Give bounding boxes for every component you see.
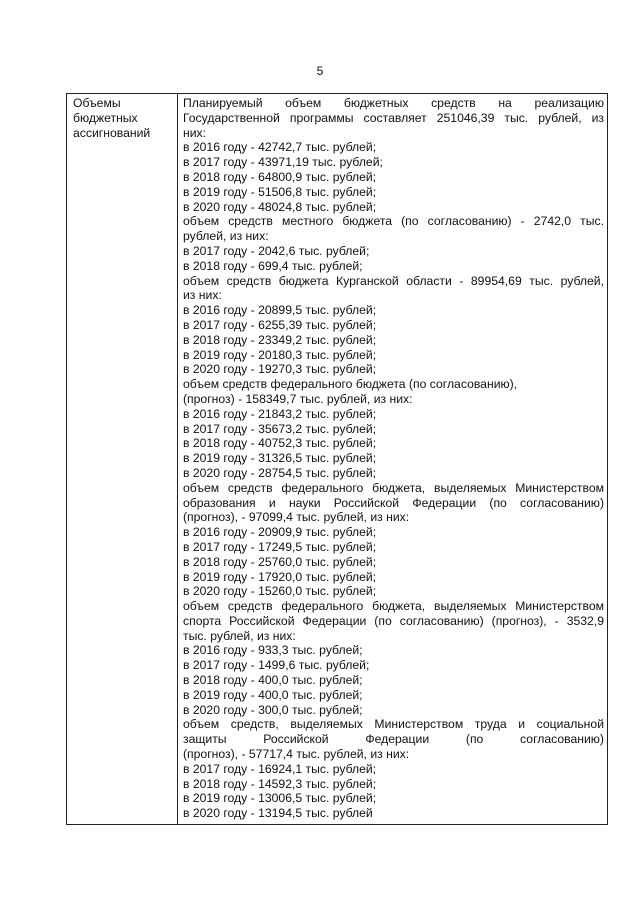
budget-text-line: в 2019 году - 17920,0 тыс. рублей; bbox=[183, 569, 377, 584]
budget-text-line: в 2017 году - 16924,1 тыс. рублей; bbox=[183, 761, 377, 776]
budget-text-line: объем средств, выделяемых Министерством труда и социальной bbox=[183, 717, 604, 732]
row-label-cell bbox=[67, 94, 178, 824]
budget-text-line: в 2020 году - 300,0 тыс. рублей; bbox=[183, 702, 363, 717]
budget-text-line: в 2018 году - 14592,3 тыс. рублей; bbox=[183, 776, 377, 791]
budget-text-line: в 2016 году - 933,3 тыс. рублей; bbox=[183, 643, 363, 658]
budget-text-line: Планируемый объем бюджетных средств на реализацию bbox=[183, 96, 604, 110]
budget-text-line: в 2020 году - 19270,3 тыс. рублей; bbox=[183, 362, 377, 377]
row-label-line: ассигнований bbox=[73, 126, 151, 140]
budget-text-line: объем средств местного бюджета (по согласованию) - 2742,0 тыс. bbox=[183, 214, 604, 229]
row-label-line: бюджетных bbox=[73, 111, 138, 125]
budget-text-line: в 2018 году - 699,4 тыс. рублей; bbox=[183, 258, 363, 273]
budget-text-line: в 2019 году - 51506,8 тыс. рублей; bbox=[183, 184, 377, 199]
budget-text-line: объем средств федерального бюджета (по согласованию), bbox=[183, 377, 518, 392]
budget-text-line: в 2017 году - 35673,2 тыс. рублей; bbox=[183, 421, 377, 436]
budget-text-line: в 2018 году - 64800,9 тыс. рублей; bbox=[183, 169, 377, 184]
budget-text-line: в 2016 году - 20909,9 тыс. рублей; bbox=[183, 525, 377, 540]
budget-text-line: в 2018 году - 40752,3 тыс. рублей; bbox=[183, 436, 377, 451]
budget-text-line: в 2016 году - 42742,7 тыс. рублей; bbox=[183, 140, 377, 155]
budget-text-line: Государственной программы составляет 251046,39 тыс. рублей, из bbox=[183, 110, 604, 125]
budget-text-line: в 2017 году - 2042,6 тыс. рублей; bbox=[183, 243, 370, 258]
budget-text-line: в 2017 году - 6255,39 тыс. рублей; bbox=[183, 317, 377, 332]
budget-text-line: в 2020 году - 15260,0 тыс. рублей; bbox=[183, 584, 377, 599]
budget-text-line: объем средств федерального бюджета, выделяемых Министерством bbox=[183, 480, 604, 495]
budget-text-line: в 2017 году - 1499,6 тыс. рублей; bbox=[183, 658, 370, 673]
budget-text-line: рублей, из них: bbox=[183, 229, 269, 244]
budget-text-line: (прогноз) - 158349,7 тыс. рублей, из них: bbox=[183, 391, 413, 406]
budget-text-line: тыс. рублей, из них: bbox=[183, 628, 296, 643]
budget-text-line: объем средств федерального бюджета, выделяемых Министерством bbox=[183, 599, 604, 614]
budget-text-line: в 2017 году - 17249,5 тыс. рублей; bbox=[183, 539, 377, 554]
budget-text-line: в 2017 году - 43971,19 тыс. рублей; bbox=[183, 155, 383, 170]
budget-text-line: (прогноз), - 97099,4 тыс. рублей, из них: bbox=[183, 510, 410, 525]
budget-text-line: в 2016 году - 21843,2 тыс. рублей; bbox=[183, 406, 377, 421]
budget-text-line: объем средств бюджета Курганской области - 89954,69 тыс. рублей, bbox=[183, 273, 604, 288]
budget-text-line: в 2020 году - 28754,5 тыс. рублей; bbox=[183, 465, 377, 480]
budget-text-line: в 2019 году - 400,0 тыс. рублей; bbox=[183, 687, 363, 702]
budget-text-line: в 2018 году - 400,0 тыс. рублей; bbox=[183, 673, 363, 688]
budget-text-line: в 2020 году - 48024,8 тыс. рублей; bbox=[183, 199, 377, 214]
row-label-line: Объемы bbox=[73, 96, 121, 110]
budget-text-line: в 2019 году - 13006,5 тыс. рублей; bbox=[183, 791, 377, 806]
budget-text-line: в 2018 году - 23349,2 тыс. рублей; bbox=[183, 332, 377, 347]
budget-text-line: спорта Российской Федерации (по согласованию) (прогноз), - 3532,9 bbox=[183, 613, 604, 628]
page-number: 5 bbox=[316, 64, 324, 78]
budget-text-line: них: bbox=[183, 125, 207, 140]
budget-text-line: из них: bbox=[183, 288, 222, 303]
budget-text-line: в 2020 году - 13194,5 тыс. рублей bbox=[183, 806, 373, 821]
budget-text-line: в 2019 году - 31326,5 тыс. рублей; bbox=[183, 451, 377, 466]
budget-text-line: в 2018 году - 25760,0 тыс. рублей; bbox=[183, 554, 377, 569]
budget-text-line: (прогноз), - 57717,4 тыс. рублей, из них: bbox=[183, 747, 410, 762]
budget-text-line: в 2016 году - 20899,5 тыс. рублей; bbox=[183, 303, 377, 318]
budget-details-cell bbox=[178, 94, 607, 824]
budget-allocation-table bbox=[66, 93, 608, 825]
budget-text-line: образования и науки Российской Федерации (по согласованию) bbox=[183, 495, 604, 510]
budget-text-line: защиты Российской Федерации (по согласованию) bbox=[183, 732, 604, 747]
budget-text-line: в 2019 году - 20180,3 тыс. рублей; bbox=[183, 347, 377, 362]
